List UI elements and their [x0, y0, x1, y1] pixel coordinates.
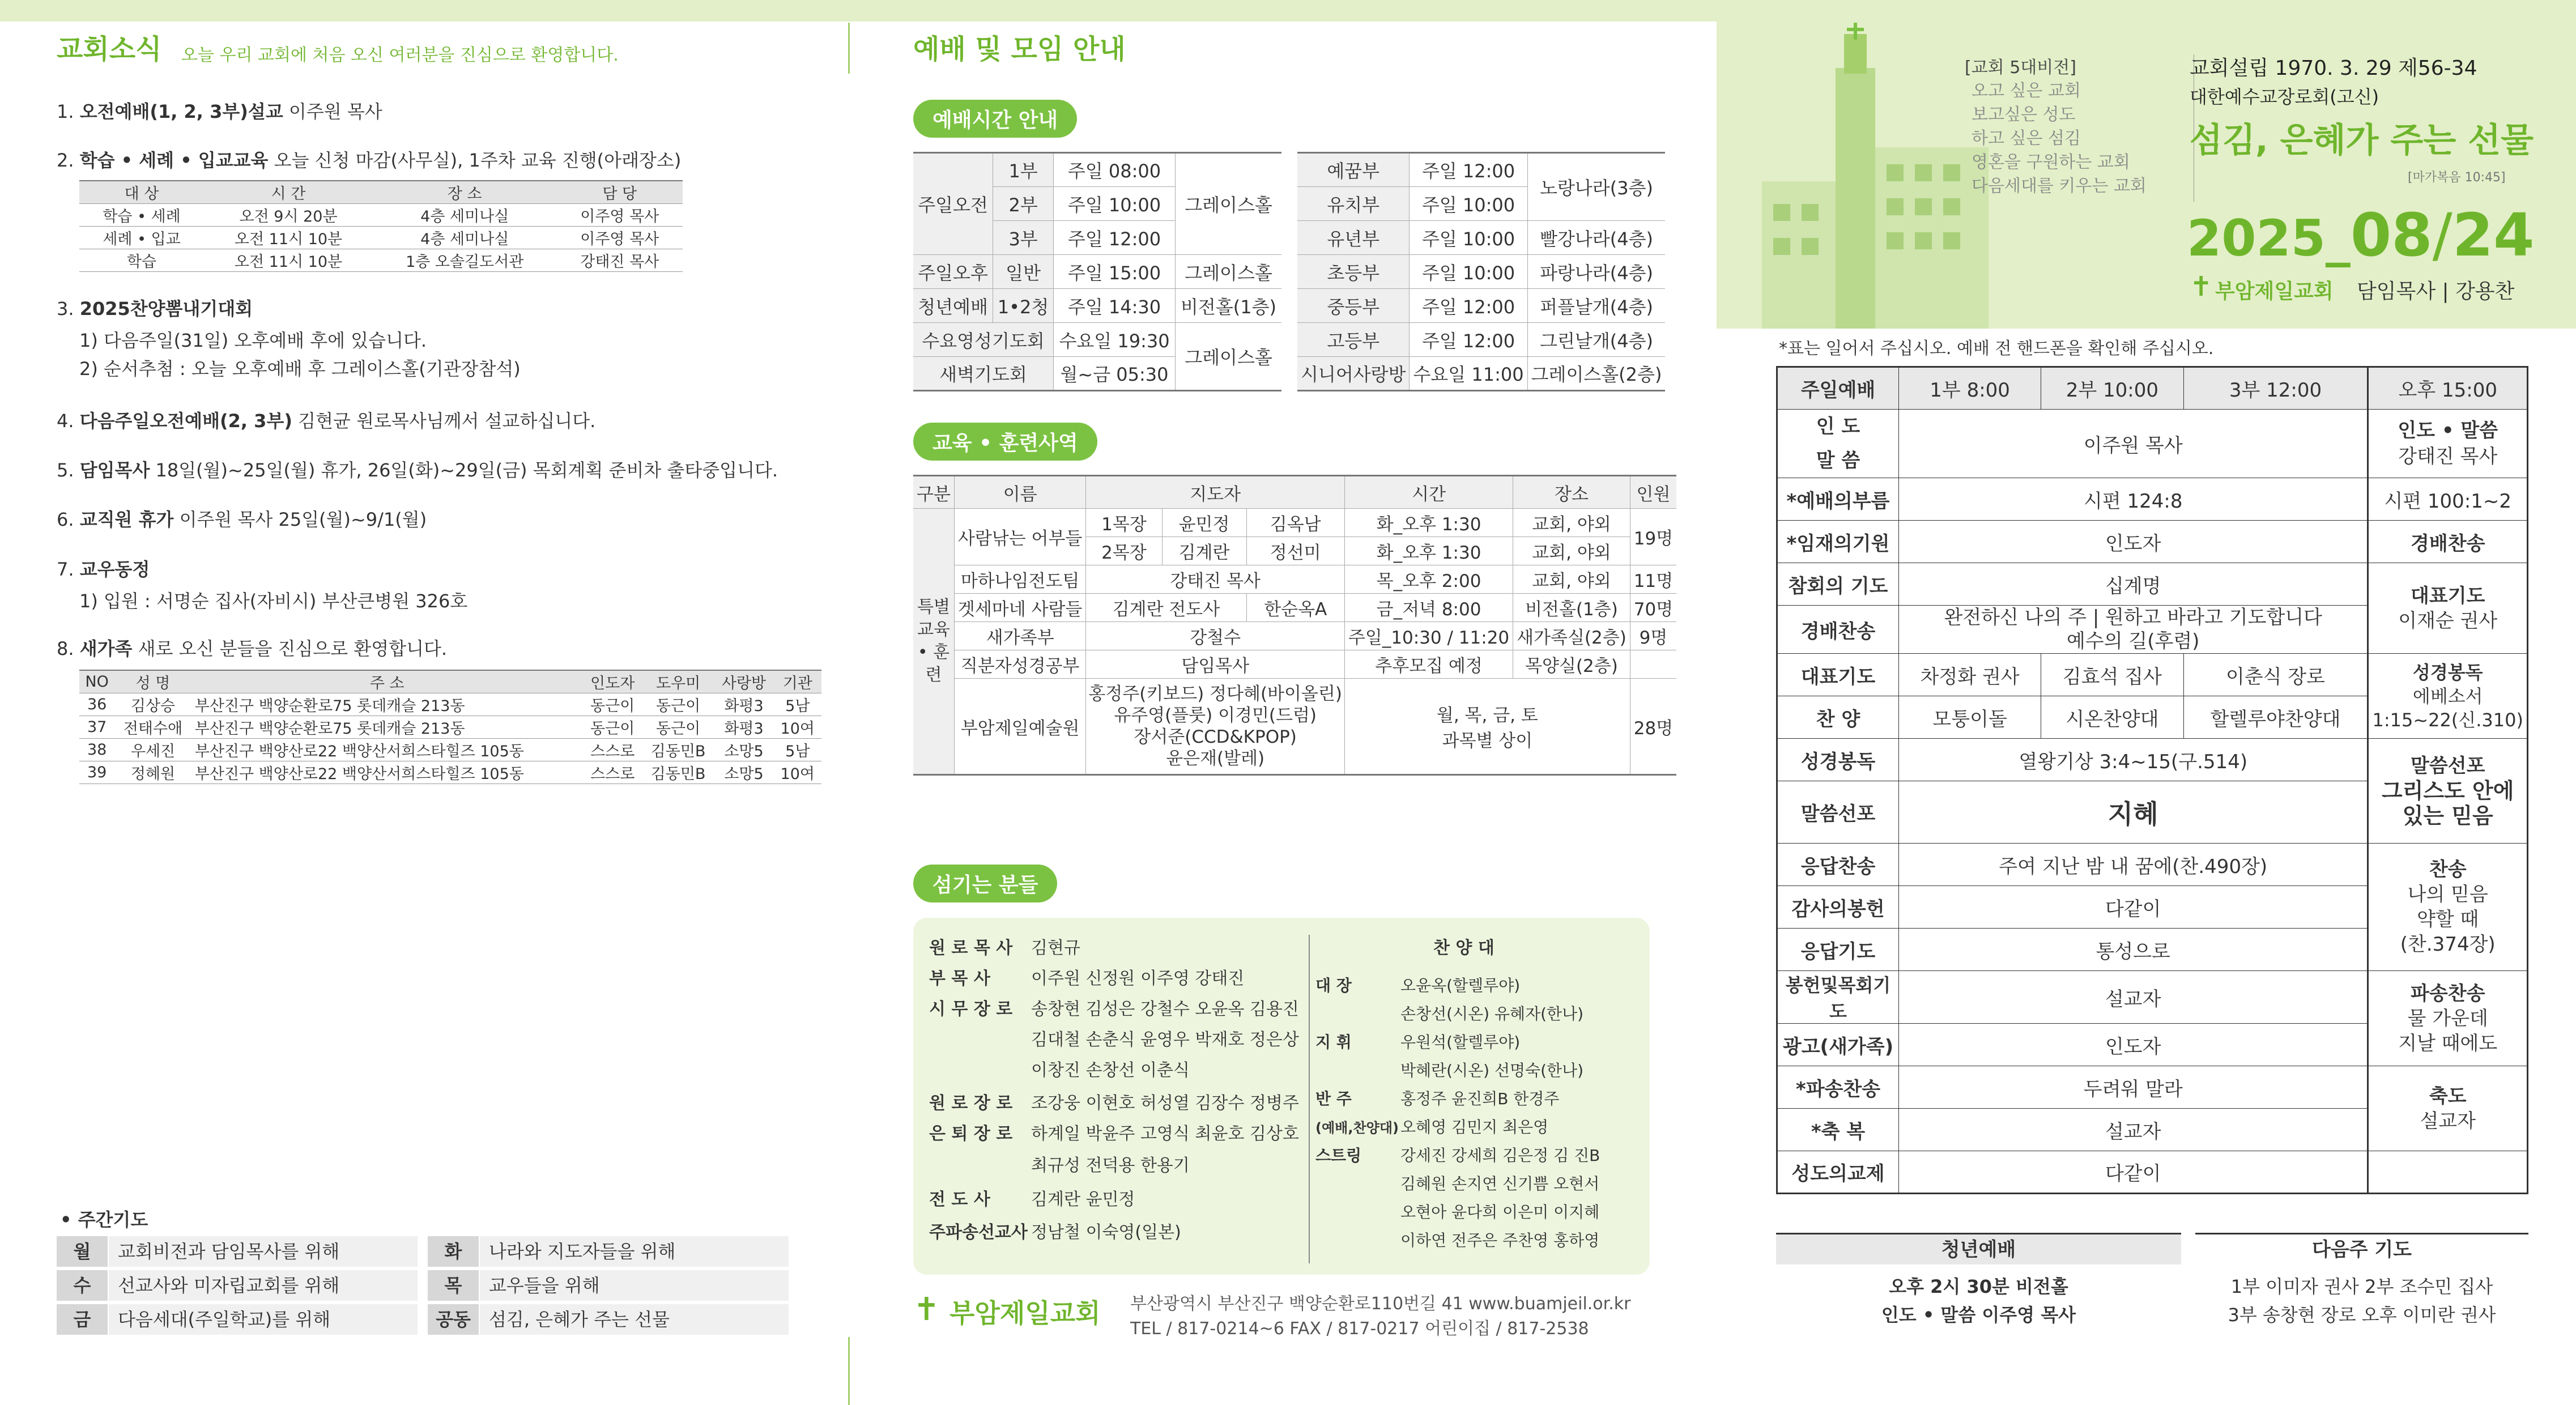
choir-row: 이하연 전주은 주찬영 홍하영	[1400, 1231, 1600, 1250]
worship-panel	[850, 0, 1717, 1405]
news-title: 교회소식	[57, 33, 162, 65]
choir-row: 대 장 오윤옥(할렐루야)	[1315, 976, 1521, 995]
choir-row: 오현아 윤다희 이은미 이지혜	[1400, 1203, 1600, 1221]
staff-row: 부 목 사 이주원 신정원 이주영 강태진	[929, 969, 1245, 989]
footer-church-name: 부암제일교회	[949, 1298, 1101, 1329]
edu-side-label: 특별교육 • 훈련	[913, 509, 954, 775]
news-item-3: 3. 2025찬양뽐내기대회	[57, 298, 253, 320]
staff-row: 최규성 전덕용 한용기	[1031, 1156, 1190, 1176]
church-name: 부암제일교회	[2215, 280, 2334, 303]
motto-reference: [마가복음 10:45]	[2408, 171, 2506, 185]
worship-times-right: 예꿈부 주일 12:00 노랑나라(3층) 유치부 주일 10:00 유년부 주일 10:00 빨강나라(4층) 초등부 주일 10:00 파랑나라(4층) 중등부 주일 12:00 퍼플날개(4층) 고등부 주일 12:00 그린날개(4층) 시니어사랑방 수요일 11:00 그레이스홀(2층)	[1297, 152, 1665, 391]
prayer-day: 공동	[428, 1304, 479, 1335]
staff-row: 주파송선교사 정남철 이숙영(일본)	[929, 1223, 1181, 1242]
vision-title: [교회 5대비전]	[1965, 58, 2076, 78]
top-band	[850, 0, 1717, 22]
prayer-day: 월	[57, 1236, 108, 1267]
prayer-text: 나라와 지도자들을 위해	[480, 1236, 789, 1267]
news-item-5: 5. 담임목사 18일(월)~25일(월) 휴가, 26일(화)~29일(금) 목회계획 준비차 출타중입니다.	[57, 459, 778, 481]
news-item-2: 2. 학습 • 세례 • 입교교육 오늘 신청 마감(사무실), 1주차 교육 진행(아래장소)	[57, 150, 682, 171]
staff-row: 원 로 장 로 조강웅 이현호 허성열 김장수 정병주	[929, 1093, 1299, 1113]
edu-schedule-table: 대 상 시 간 장 소 담 당 학습 • 세례 오전 9시 20분 4층 세미나실 이주영 목사 세례 • 입교 오전 11시 10분 4층 세미나실 이주영 목사 학습 오전 11시 10분 1층 오솔길도서관 강태진 목사	[79, 180, 683, 272]
church-building-illustration	[1728, 23, 2000, 329]
motto: 섬김, 은혜가 주는 선물	[2190, 121, 2534, 160]
prayer-day: 목	[428, 1270, 479, 1301]
choir-title: 찬 양 대	[1433, 938, 1494, 958]
prayer-text: 교회비전과 담임목사를 위해	[109, 1236, 418, 1267]
news-item-6: 6. 교직원 휴가 이주원 목사 25일(월)~9/1(월)	[57, 509, 427, 530]
table-row: 학습 • 세례 오전 9시 20분 4층 세미나실 이주영 목사	[79, 204, 683, 227]
order-of-worship-table: 주일예배 1부 8:00 2부 10:00 3부 12:00 오후 15:00 인 도 말 씀 이주원 목사 인도 • 말씀 강태진 목사 *예배의부름 시편 124:8 시편 100:1~2 *임재의기원 인도자 경배찬송 참회의 기도 십계명 대표기도 이재순 권사 경배찬송 완전하신 나의 주 | 원하고 바라고 기도합니다 예수의 길(후렴) 대표기도 차정화 권사 김효석 집사 이춘식 장로 성경봉독 에베소서 1:15~22(신.310) 찬 양 모퉁이돌 시온찬양대 할렐루야찬양대 성경봉독 열왕기상 3:4~15(구.514) 말씀선포 그리스도 안에 있는 믿음 말씀선포 지혜 응답찬송 주여 지난 밤 내 꿈에(찬.490장) 찬송 나의 믿음 약할 때 (찬.374장) 감사의봉헌 다같이 응답기도 통성으로 봉헌및목회기도 설교자 파송찬송 물 가운데 지날 때에도 광고(새가족) 인도자 *파송찬송 두려워 말라 축도 설교자 *축 복 설교자 성도의교제 다같이	[1776, 366, 2528, 1194]
staff-row: 원 로 목 사 김현규	[929, 938, 1080, 958]
prayer-text: 선교사와 미자립교회를 위해	[109, 1270, 418, 1301]
table-row: 학습 오전 11시 10분 1층 오솔길도서관 강태진 목사	[79, 249, 683, 272]
next-prayer-line-1: 1부 이미자 권사 2부 조수민 집사	[2230, 1276, 2493, 1297]
founded-text: 교회설립 1970. 3. 29 제56-34	[2190, 57, 2477, 80]
staff-row: 김대철 손춘식 윤영우 박재호 정은상	[1031, 1030, 1299, 1050]
choir-row: 김혜원 손지연 신기쁨 오현서	[1400, 1174, 1600, 1193]
hospital-line: 1) 입원 : 서명순 집사(자비시) 부산큰병원 326호	[79, 590, 468, 612]
pastor-name: 담임목사 | 강용찬	[2357, 280, 2515, 303]
weekly-prayer-title: • 주간기도	[60, 1209, 148, 1231]
prayer-text: 교우들을 위해	[480, 1270, 789, 1301]
prayer-day: 화	[428, 1236, 479, 1267]
footer-tel: TEL / 817-0214~6 FAX / 817-0217 어린이집 / 817-2538	[1130, 1319, 1589, 1339]
choir-row: 스트링 강세진 강세희 김은정 김 진B	[1315, 1146, 1600, 1165]
staff-row: 전 도 사 김계란 윤민정	[929, 1190, 1135, 1210]
staff-row: 은 퇴 장 로 하계일 박윤주 고영식 최윤호 김상호	[929, 1124, 1299, 1144]
choir-row: 지 휘 우원석(할렐루야)	[1315, 1033, 1521, 1051]
staff-pill: 섬기는 분들	[913, 865, 1057, 902]
choir-row: 박혜란(시온) 선명숙(한나)	[1400, 1061, 1584, 1080]
table-row: 38 우세진 부산진구 백양산로22 백양산서희스타힐즈 105동 스스로 김동민B 소망5 5남	[79, 739, 821, 761]
choir-row: 손창선(시온) 유혜자(한나)	[1400, 1004, 1584, 1023]
prayer-text: 다음세대(주일학교)를 위해	[109, 1304, 418, 1335]
table-row: 37 전태수애 부산진구 백양순환로75 롯데캐슬 213동 동근이 동근이 화평3 10여	[79, 716, 821, 739]
vision-list: 오고 싶은 교회 보고싶은 성도 하고 싶은 섬김 영혼을 구원하는 교회 다음세대를 키우는 교회	[1972, 81, 2147, 196]
news-item-8: 8. 새가족 새로 오신 분들을 진심으로 환영합니다.	[57, 638, 448, 659]
contest-line-1: 1) 다음주일(31일) 오후예배 후에 있습니다.	[79, 330, 427, 351]
prayer-text: 섬김, 은혜가 주는 선물	[480, 1304, 789, 1335]
cross-logo-icon: ✝	[913, 1291, 940, 1328]
news-subtitle: 오늘 우리 교회에 처음 오신 여러분을 진심으로 환영합니다.	[181, 45, 619, 65]
worship-title: 예배 및 모임 안내	[913, 33, 1126, 65]
divider	[1309, 935, 1310, 1263]
youth-line-2: 인도 • 말씀 이주영 목사	[1881, 1304, 2076, 1326]
staff-row: 시 무 장 로 송창현 김성은 강철수 오윤옥 김용진	[929, 999, 1299, 1019]
worship-times-pill: 예배시간 안내	[913, 100, 1077, 138]
choir-row: (예배,찬양대) 오혜영 김민지 최은영	[1315, 1118, 1549, 1136]
table-row: 세례 • 입교 오전 11시 10분 4층 세미나실 이주영 목사	[79, 227, 683, 249]
footer-address: 부산광역시 부산진구 백양순환로110번길 41 www.buamjeil.or.kr	[1130, 1294, 1631, 1314]
news-panel	[0, 0, 850, 1405]
table-row: 39 정혜원 부산진구 백양산로22 백양산서희스타힐즈 105동 스스로 김동민B 소망5 10여	[79, 761, 821, 784]
news-item-7: 7. 교우동정	[57, 559, 150, 580]
news-item-4: 4. 다음주일오전예배(2, 3부) 김현균 원로목사님께서 설교하십니다.	[57, 410, 596, 432]
news-item-1: 1. 오전예배(1, 2, 3부)설교 이주원 목사	[57, 101, 382, 122]
top-band	[0, 0, 850, 22]
worship-times-left: 주일오전 1부 주일 08:00 그레이스홀 2부 주일 10:00 3부 주일 12:00 주일오후 일반 주일 15:00 그레이스홀 청년예배 1•2청 주일 14:30 비전홀(1층) 수요영성기도회 수요일 19:30 그레이스홀 새벽기도회 월~금 05:30	[913, 152, 1281, 391]
next-prayer-line-2: 3부 송창현 장로 오후 이미란 권사	[2228, 1304, 2496, 1326]
newcomer-table: NO 성 명 주 소 인도자 도우미 사랑방 기관 36 김상승 부산진구 백양순환로75 롯데캐슬 213동 동근이 동근이 화평3 5남 37 전태수애 부산진구 백양순환로75 롯데캐슬 213동 동근이 동근이 화평3 10여 38 우세진 부산진구 백양산로22 백양산서희스타힐즈 105동 스스로 김동민B 소망5 5남 39 정혜원 부산진구 백양산로22 백양산서희스타힐즈 105동 스스로 김동민B 소망5 10여	[79, 670, 821, 784]
edu-training-table: 구분 이름 지도자 시간 장소 인원 특별교육 • 훈련 사람낚는 어부들 1목장 윤민정 김옥남 화_오후 1:30 교회, 야외 19명 2목장 김계란 정선미 화_오후 1:30 교회, 야외 마하나임전도팀 강태진 목사 목_오후 2:00 교회, 야외 11명 겟세마네 사람들 김계란 전도사 한순옥A 금_저녁 8:00 비전홀(1층) 70명 새가족부 강철수 주일_10:30 / 11:20 새가족실(2층) 9명 직분자성경공부 담임목사 추후모집 예정 목양실(2층) 부암제일예술원 홍정주(키보드) 정다혜(바이올린) 유주영(플룻) 이경민(드럼) 장서준(CCD&KPOP) 윤은재(발레) 월, 목, 금, 토 과목별 상이 28명	[913, 475, 1676, 776]
choir-row: 반 주 홍정주 윤진희B 한경주	[1315, 1089, 1560, 1108]
youth-line-1: 오후 2시 30분 비전홀	[1889, 1276, 2068, 1297]
table-row: 36 김상승 부산진구 백양순환로75 롯데캐슬 213동 동근이 동근이 화평3 5남	[79, 693, 821, 716]
contest-line-2: 2) 순서추첨 : 오늘 오후예배 후 그레이스홀(기관장참석)	[79, 358, 521, 380]
cover-panel	[1717, 0, 2576, 1405]
next-prayer-title: 다음주 기도	[2195, 1233, 2528, 1264]
order-note: *표는 일어서 주십시오. 예배 전 핸드폰을 확인해 주십시오.	[1779, 339, 2214, 359]
youth-worship-title: 청년예배	[1776, 1233, 2181, 1264]
prayer-day: 수	[57, 1270, 108, 1301]
staff-row: 이창진 손창선 이춘식	[1031, 1061, 1190, 1080]
bulletin-date: 2025_08/24	[2187, 201, 2535, 270]
prayer-day: 금	[57, 1304, 108, 1335]
edu-pill: 교육 • 훈련사역	[913, 423, 1097, 461]
denomination: 대한예수교장로회(고신)	[2190, 86, 2379, 108]
cross-logo-icon: ✝	[2190, 271, 2213, 303]
